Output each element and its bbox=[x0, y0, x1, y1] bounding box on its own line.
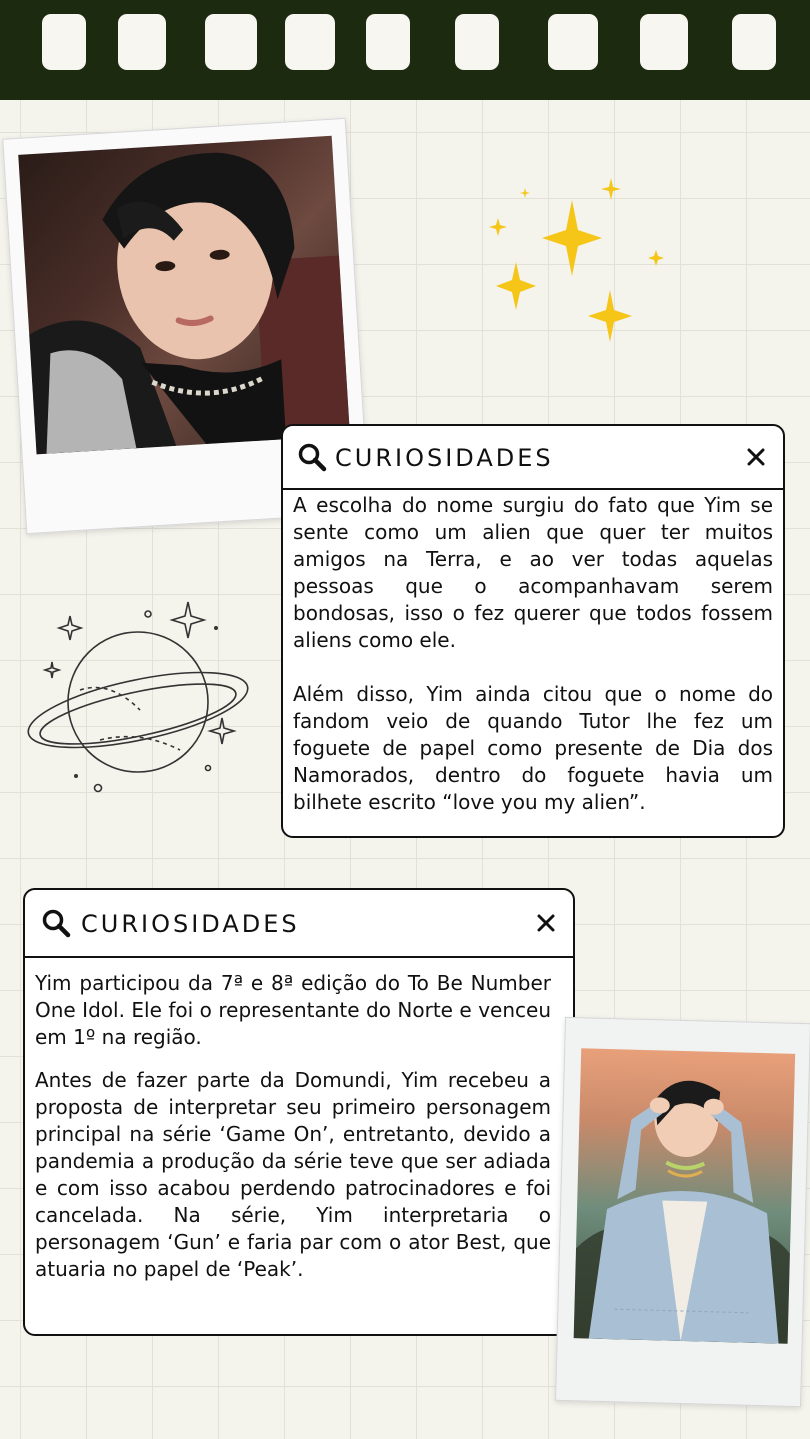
sparkles-icon bbox=[480, 170, 680, 360]
close-icon[interactable] bbox=[743, 444, 769, 470]
card-paragraph: A escolha do nome surgiu do fato que Yim se sente como um alien que quer ter muitos amigos na Terra, e ao ver todas aquelas pessoas que o acompanhavam serem bondosas, isso o fez querer que todos fossem aliens como ele. bbox=[293, 493, 773, 652]
portrait-photo-bottom bbox=[574, 1048, 796, 1344]
portrait-illustration bbox=[574, 1048, 796, 1344]
curiosities-card-bottom bbox=[23, 888, 575, 1336]
film-hole bbox=[205, 14, 257, 70]
card-paragraph: Yim participou da 7ª e 8ª edição do To Be Number One Idol. Ele foi o representante do Norte e venceu em 1º na região. bbox=[35, 971, 551, 1049]
card-paragraph: Além disso, Yim ainda citou que o nome do fandom veio de quando Tutor lhe fez um foguete de papel como presente de Dia dos Namorados, dentro do foguete havia um bilhete escrito “love you my alien”. bbox=[293, 682, 773, 814]
card-title: CURIOSIDADES bbox=[81, 910, 300, 938]
film-hole bbox=[285, 14, 335, 70]
film-hole bbox=[118, 14, 166, 70]
film-hole bbox=[548, 14, 598, 70]
card-titlebar bbox=[25, 890, 573, 958]
polaroid-photo-bottom bbox=[555, 1017, 810, 1407]
planet-doodle-icon bbox=[20, 590, 260, 800]
film-strip-banner bbox=[0, 0, 810, 100]
card-titlebar bbox=[283, 426, 783, 490]
portrait-illustration bbox=[18, 136, 350, 455]
card-title: CURIOSIDADES bbox=[335, 444, 554, 472]
close-icon[interactable] bbox=[533, 910, 559, 936]
film-hole bbox=[42, 14, 86, 70]
film-hole bbox=[455, 14, 499, 70]
card-paragraph: Antes de fazer parte da Domundi, Yim recebeu a proposta de interpretar seu primeiro personagem principal na série ‘Game On’, entretanto, devido a pandemia a produção da série teve que ser adiada e com isso acabou perdendo patrocinadores e foi cancelada. Na série, Yim interpretaria o personagem ‘Gun’ e faria par com o ator Best, que atuaria no papel de ‘Peak’. bbox=[35, 1068, 551, 1281]
search-icon[interactable] bbox=[297, 442, 327, 472]
card-body bbox=[35, 970, 551, 1310]
card-body bbox=[293, 492, 773, 843]
curiosities-card-top bbox=[281, 424, 785, 838]
film-hole bbox=[366, 14, 410, 70]
portrait-photo-top bbox=[18, 136, 350, 455]
search-icon[interactable] bbox=[41, 908, 71, 938]
film-hole bbox=[732, 14, 776, 70]
film-hole bbox=[640, 14, 688, 70]
